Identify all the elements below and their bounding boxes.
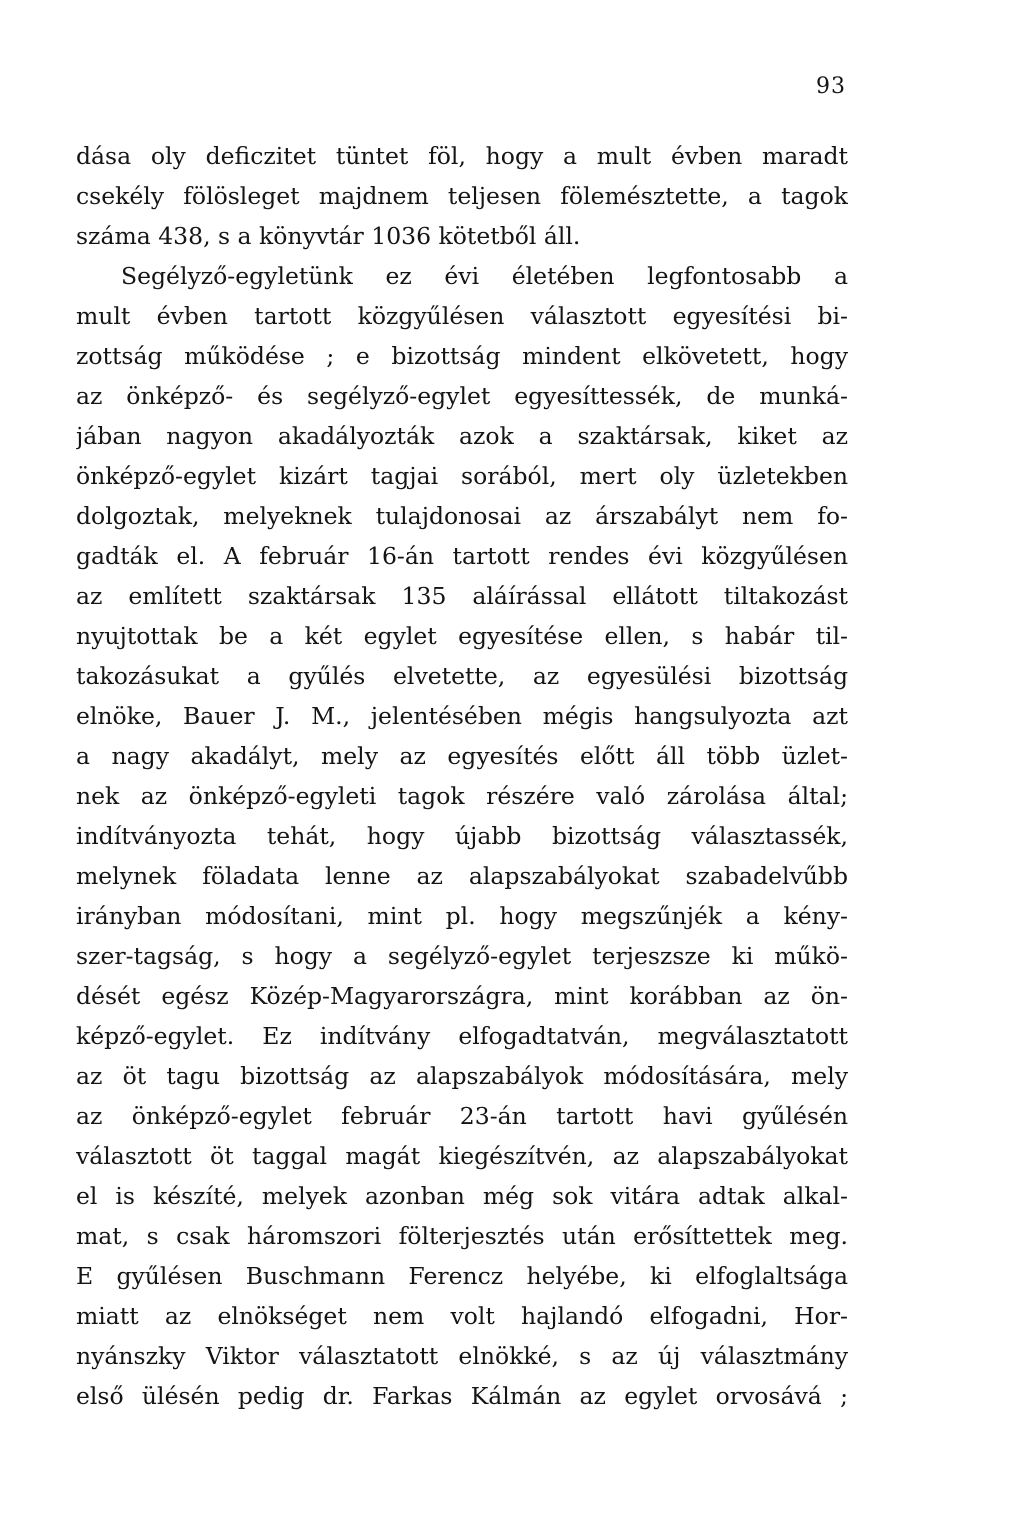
text-line: jában nagyon akadályozták azok a szaktársak, kiket az xyxy=(76,422,848,450)
text-line: csekély fölösleget majdnem teljesen fölemésztette, a tagok xyxy=(76,182,848,210)
text-line: irányban módosítani, mint pl. hogy megszűnjék a kény- xyxy=(76,902,848,930)
text-line: nek az önképző-egyleti tagok részére való zárolása által; xyxy=(76,782,848,810)
text-line: E gyűlésen Buschmann Ferencz helyébe, ki elfoglaltsága xyxy=(76,1262,848,1290)
text-line: melynek föladata lenne az alapszabályokat szabadelvűbb xyxy=(76,862,848,890)
text-line: dolgoztak, melyeknek tulajdonosai az árszabályt nem fo- xyxy=(76,502,848,530)
text-line: első ülésén pedig dr. Farkas Kálmán az egylet orvosává ; xyxy=(76,1382,848,1410)
text-line: az említett szaktársak 135 aláírással ellátott tiltakozást xyxy=(76,582,848,610)
page-number: 93 xyxy=(816,74,846,99)
body-text xyxy=(76,136,848,1416)
text-line: takozásukat a gyűlés elvetette, az egyesülési bizottság xyxy=(76,662,848,690)
text-line: az önképző- és segélyző-egylet egyesíttessék, de munká- xyxy=(76,382,848,410)
text-line: miatt az elnökséget nem volt hajlandó elfogadni, Hor- xyxy=(76,1302,848,1330)
text-line: zottság működése ; e bizottság mindent elkövetett, hogy xyxy=(76,342,848,370)
text-line: nyánszky Viktor választatott elnökké, s az új választmány xyxy=(76,1342,848,1370)
text-line: mult évben tartott közgyűlésen választott egyesítési bi- xyxy=(76,302,848,330)
text-line: dését egész Közép-Magyarországra, mint korábban az ön- xyxy=(76,982,848,1010)
text-line: nyujtottak be a két egylet egyesítése ellen, s habár til- xyxy=(76,622,848,650)
text-line: a nagy akadályt, mely az egyesítés előtt áll több üzlet- xyxy=(76,742,848,770)
text-line: az önképző-egylet február 23-án tartott havi gyűlésén xyxy=(76,1102,848,1130)
text-line: indítványozta tehát, hogy újabb bizottság választassék, xyxy=(76,822,848,850)
text-line: önképző-egylet kizárt tagjai sorából, mert oly üzletekben xyxy=(76,462,848,490)
paragraph-end-line: száma 438, s a könyvtár 1036 kötetből áll. xyxy=(76,222,581,250)
text-line: mat, s csak háromszori fölterjesztés után erősíttettek meg. xyxy=(76,1222,848,1250)
text-line: elnöke, Bauer J. M., jelentésében mégis hangsulyozta azt xyxy=(76,702,848,730)
text-line: el is készíté, melyek azonban még sok vitára adtak alkal- xyxy=(76,1182,848,1210)
text-line: szer-tagság, s hogy a segélyző-egylet terjeszsze ki műkö- xyxy=(76,942,848,970)
text-line: az öt tagu bizottság az alapszabályok módosítására, mely xyxy=(76,1062,848,1090)
text-line: választott öt taggal magát kiegészítvén, az alapszabályokat xyxy=(76,1142,848,1170)
paragraph-first-line: Segélyző-egyletünk ez évi életében legfontosabb a xyxy=(121,262,848,290)
text-line: képző-egylet. Ez indítvány elfogadtatván, megválasztatott xyxy=(76,1022,848,1050)
text-line: gadták el. A február 16-án tartott rendes évi közgyűlésen xyxy=(76,542,848,570)
text-line: dása oly deficzitet tüntet föl, hogy a mult évben maradt xyxy=(76,142,848,170)
